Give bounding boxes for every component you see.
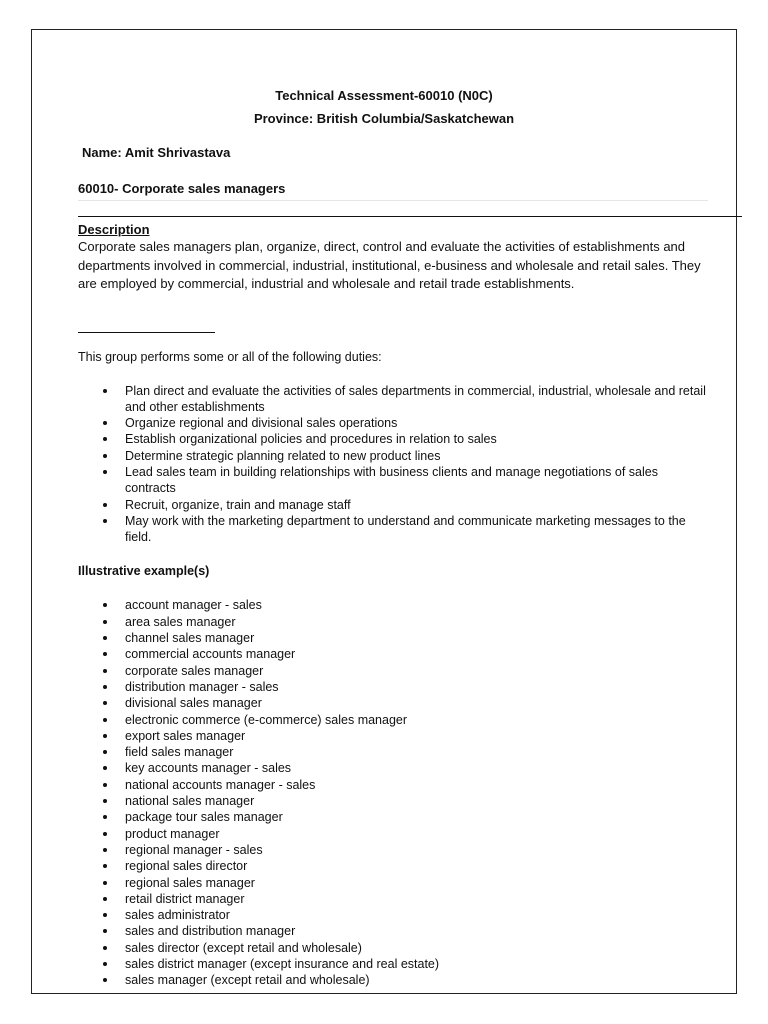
example-item: national accounts manager - sales [125, 777, 708, 793]
example-item: sales manager (except retail and wholesale) [125, 972, 708, 988]
description-text: Corporate sales managers plan, organize, direct, control and evaluate the activities of establishments and departments involved in commercial, industrial, institutional, e-business and wholesale and retail sales. They are employed by commercial, industrial and wholesale and retail trade establishments. [78, 239, 701, 291]
example-item: export sales manager [125, 728, 708, 744]
section-divider [78, 332, 215, 333]
examples-title: Illustrative example(s) [78, 564, 210, 579]
example-item: corporate sales manager [125, 663, 708, 679]
example-item: channel sales manager [125, 630, 708, 646]
example-item: regional sales director [125, 858, 708, 874]
example-item: field sales manager [125, 744, 708, 760]
document-content [78, 84, 708, 989]
example-item: retail district manager [125, 891, 708, 907]
duty-item: Lead sales team in building relationships with business clients and manage negotiations of sales contracts [125, 464, 708, 497]
duty-item: Organize regional and divisional sales operations [125, 415, 708, 431]
candidate-name: Name: Amit Shrivastava [82, 145, 231, 160]
duty-item: Establish organizational policies and procedures in relation to sales [125, 431, 708, 447]
examples-list [78, 597, 708, 988]
duty-item: Recruit, organize, train and manage staff [125, 497, 708, 513]
example-item: distribution manager - sales [125, 679, 708, 695]
example-item: sales and distribution manager [125, 923, 708, 939]
example-item: product manager [125, 826, 708, 842]
duty-item: May work with the marketing department to understand and communicate marketing messages to the field. [125, 513, 708, 546]
duties-intro: This group performs some or all of the following duties: [78, 349, 382, 364]
duty-item: Determine strategic planning related to new product lines [125, 448, 708, 464]
example-item: electronic commerce (e-commerce) sales manager [125, 712, 708, 728]
example-item: commercial accounts manager [125, 646, 708, 662]
example-item: regional sales manager [125, 875, 708, 891]
example-item: divisional sales manager [125, 695, 708, 711]
document-title: Technical Assessment-60010 (N0C) [275, 88, 493, 103]
occupation-heading: 60010- Corporate sales managers [78, 181, 708, 201]
duty-item: Plan direct and evaluate the activities of sales departments in commercial, industrial, wholesale and retail and other establishments [125, 383, 708, 416]
duties-list [78, 383, 708, 546]
example-item: regional manager - sales [125, 842, 708, 858]
example-item: sales director (except retail and wholesale) [125, 940, 708, 956]
example-item: area sales manager [125, 614, 708, 630]
example-item: account manager - sales [125, 597, 708, 613]
province-line: Province: British Columbia/Saskatchewan [253, 111, 515, 126]
example-item: sales administrator [125, 907, 708, 923]
description-title: Description [78, 222, 150, 237]
example-item: national sales manager [125, 793, 708, 809]
example-item: sales district manager (except insurance and real estate) [125, 956, 708, 972]
example-item: package tour sales manager [125, 809, 708, 825]
example-item: key accounts manager - sales [125, 760, 708, 776]
